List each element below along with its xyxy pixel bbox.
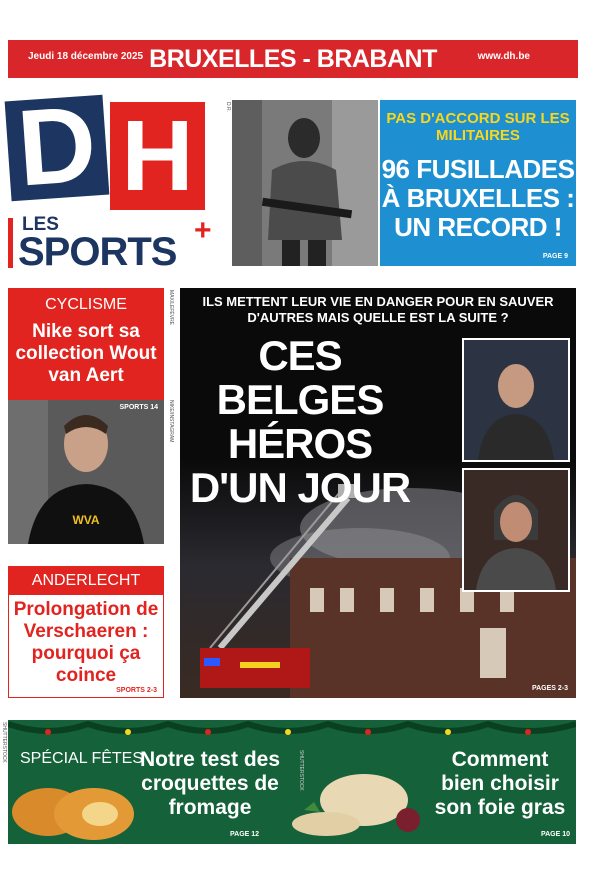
main-story-headline: CES BELGES HÉROS D'UN JOUR [189,332,411,511]
main-story-pages: PAGES 2-3 [531,685,568,692]
hero-portrait-2 [462,468,570,592]
croquettes-page: PAGE 12 [230,831,260,838]
cyclist-illustration [8,400,164,544]
cyclist-photo-credit: NIKE/INSTAGRAM [168,400,174,443]
website-link[interactable]: www.dh.be [477,51,530,62]
logo-d-block: D [5,95,110,202]
top-story-headline: 96 FUSILLADES À BRUXELLES : UN RECORD ! [381,154,575,242]
top-story-photo[interactable] [232,100,378,266]
anderlecht-title: Prolongation de Verschaeren : pourquoi ça coince [13,599,159,686]
photo-credit: D.R. [225,102,231,112]
top-story-box[interactable] [380,100,576,266]
edition-bar [8,40,578,78]
logo-les: LES [22,214,59,235]
foie-gras-illustration [284,750,434,844]
man-portrait-1-illustration [464,340,568,460]
cyclisme-title: Nike sort sa collection Wout van Aert [15,321,157,386]
cyclist-photo [8,400,164,544]
croquettes-title: Notre test des croquettes de fromage [139,748,281,819]
banner-credit-side: SHUTTERSTOCK [1,722,7,763]
anderlecht-category: ANDERLECHT [9,567,163,595]
holiday-banner[interactable] [8,720,576,844]
cyclisme-teaser[interactable] [8,288,164,544]
logo-sports: SPORTS [18,230,177,274]
cheese-croquettes-illustration [8,774,138,844]
dh-logo [8,82,218,274]
shirt-text: WVA [72,513,100,527]
anderlecht-page: SPORTS 2-3 [116,687,157,694]
top-story-page: PAGE 9 [542,253,568,260]
edition-date: Jeudi 18 décembre 2025 [28,51,144,62]
cyclisme-category: CYCLISME [45,296,127,313]
man-portrait-2-illustration [464,470,568,590]
special-label: SPÉCIAL FÊTES [20,750,143,767]
gunman-illustration [232,100,378,266]
main-photo-credit: MAX/LEFÈVRE [168,290,174,326]
top-story-kicker: PAS D'ACCORD SUR LES MILITAIRES [386,110,570,144]
garland-decoration [8,720,576,742]
foie-gras-page: PAGE 10 [540,831,570,838]
edition-region: BRUXELLES - BRABANT [149,45,437,73]
logo-h-block: H [110,102,205,210]
banner-photo-credit: SHUTTERSTOCK [298,750,304,791]
foie-gras-title: Comment bien choisir son foie gras [434,748,566,819]
anderlecht-teaser[interactable] [8,566,164,698]
logo-plus: + [194,214,212,247]
hero-portrait-1 [462,338,570,462]
main-story-kicker: ILS METTENT LEUR VIE EN DANGER POUR EN SAUVER D'AUTRES MAIS QUELLE EST LA SUITE ? [202,294,554,325]
cyclisme-page: SPORTS 14 [119,404,158,411]
logo-red-bar [8,218,13,268]
main-story[interactable] [180,288,576,698]
